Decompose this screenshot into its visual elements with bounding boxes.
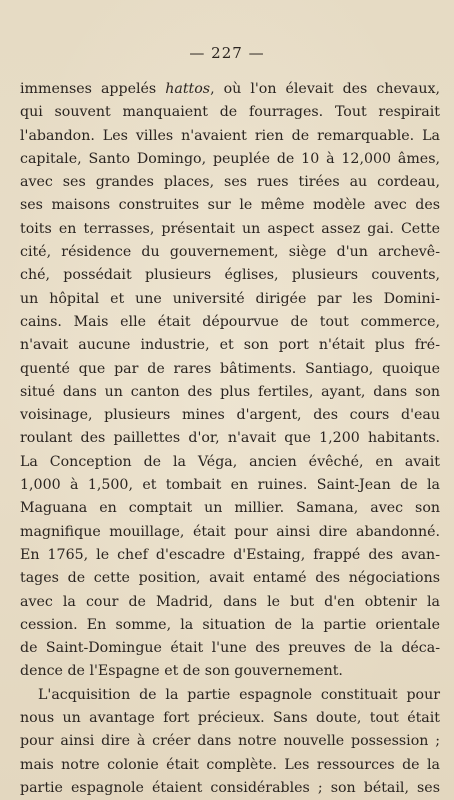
body-text xyxy=(20,78,440,800)
text-line: cains. Mais elle était dépourvue de tout commerce, xyxy=(20,313,440,330)
text-line: cité, résidence du gouvernement, siège d'un archevê- xyxy=(20,244,440,261)
text-line: pour ainsi dire à créer dans notre nouvelle possession ; xyxy=(20,733,440,750)
text-line: 1,000 à 1,500, et tombait en ruines. Saint-Jean de la xyxy=(20,477,440,494)
text-line: nous un avantage fort précieux. Sans doute, tout était xyxy=(20,710,440,727)
text-line: tages de cette position, avait entamé des négociations xyxy=(20,570,440,587)
text-line: capitale, Santo Domingo, peuplée de 10 à 12,000 âmes, xyxy=(20,150,440,167)
text-line: de Saint-Domingue était l'une des preuves de la déca- xyxy=(20,640,440,657)
text-line: l'abandon. Les villes n'avaient rien de remarquable. La xyxy=(20,127,440,144)
text-line: magnifique mouillage, était pour ainsi dire abandonné. xyxy=(20,523,440,540)
text-line: un hôpital et une université dirigée par les Domini- xyxy=(20,290,440,307)
page-number: — 227 — xyxy=(189,44,265,62)
text-line: voisinage, plusieurs mines d'argent, des cours d'eau xyxy=(20,407,440,424)
text-line: L'acquisition de la partie espagnole constituait pour xyxy=(38,686,440,703)
paragraph-2 xyxy=(20,684,440,800)
text-line: roulant des paillettes d'or, n'avait que 1,200 habitants. xyxy=(20,430,440,447)
text-line: avec la cour de Madrid, dans le but d'en obtenir la xyxy=(20,593,440,610)
text-line: dence de l'Espagne et de son gouvernement. xyxy=(20,663,343,680)
text-line: qui souvent manquaient de fourrages. Tout respirait xyxy=(20,104,440,121)
text-line: Maguana en comptait un millier. Samana, avec son xyxy=(20,500,440,517)
text-line: ses maisons construites sur le même modèle avec des xyxy=(20,197,440,214)
text-line: situé dans un canton des plus fertiles, ayant, dans son xyxy=(20,383,440,400)
text-line: cession. En somme, la situation de la partie orientale xyxy=(20,616,440,633)
text-line: La Conception de la Véga, ancien évêché, en avait xyxy=(20,453,440,470)
text-line: toits en terrasses, présentait un aspect assez gai. Cette xyxy=(20,220,440,237)
text-line: avec ses grandes places, ses rues tirées au cordeau, xyxy=(20,174,440,191)
text-line: n'avait aucune industrie, et son port n'était plus fré- xyxy=(20,337,440,354)
text-line: immenses appelés hattos, où l'on élevait des chevaux, xyxy=(20,81,440,97)
text-line: En 1765, le chef d'escadre d'Estaing, frappé des avan- xyxy=(20,546,440,563)
text-line: ché, possédait plusieurs églises, plusieurs couvents, xyxy=(20,267,440,284)
text-line: quenté que par de rares bâtiments. Santiago, quoique xyxy=(20,360,440,377)
text-line: mais notre colonie était complète. Les ressources de la xyxy=(20,756,440,773)
text-line: partie espagnole étaient considérables ; son bétail, ses xyxy=(20,779,440,796)
paragraph-1 xyxy=(20,78,440,684)
